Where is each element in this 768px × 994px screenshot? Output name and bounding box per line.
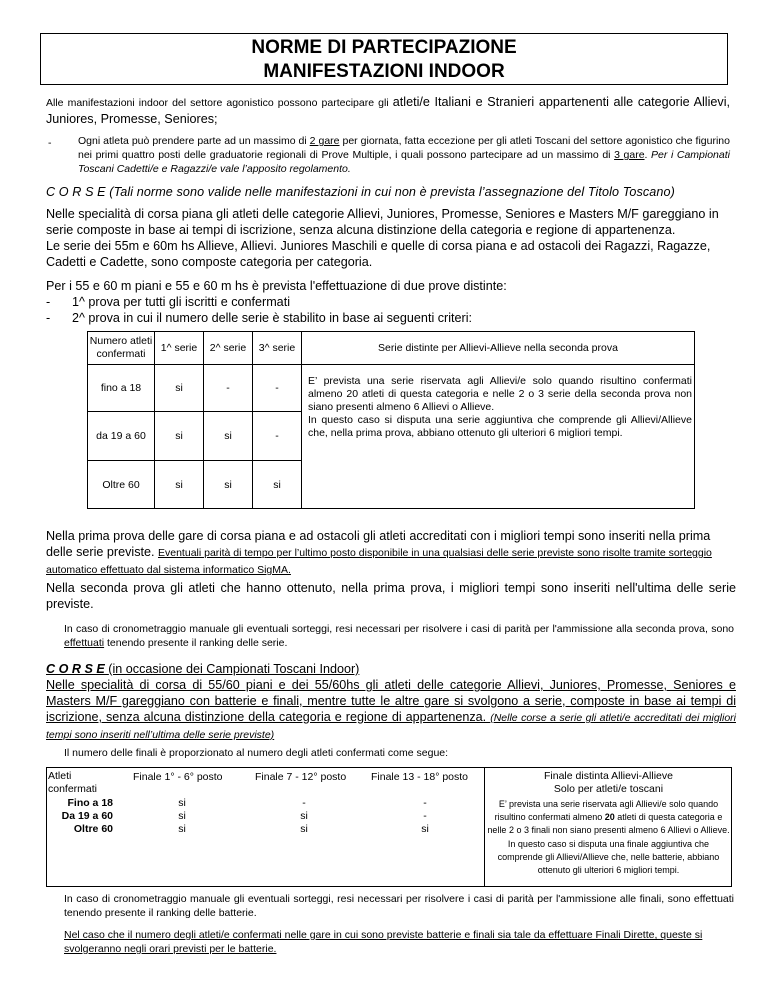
corse2-italic: (Nelle corse a serie gli atleti/e accreditati dei migliori tempi sono inseriti nell’ultima delle serie previste): [46, 712, 736, 741]
finali-table: [46, 767, 732, 887]
intro-text-b: atleti/e Italiani e Stranieri appartenenti alle categorie Allievi, Juniores, Promesse, Seniores;: [46, 95, 731, 126]
finali-col-3: [410, 797, 440, 836]
prima-prova-paragraph: [46, 528, 736, 578]
serie-cell: -: [253, 412, 302, 461]
finali-header-3: Finale 13 - 18° posto: [371, 771, 469, 783]
finali-cell: si: [300, 823, 308, 835]
intro-paragraph: [46, 94, 730, 127]
intro-text-a: Alle manifestazioni indoor del settore agonistico possono partecipare gli: [46, 97, 393, 109]
finali-header-1: Finale 1° - 6° posto: [133, 771, 223, 783]
bullet-text-1: Ogni atleta può prendere parte ad un massimo di: [78, 135, 310, 147]
serie-cell: si: [155, 365, 204, 412]
bullet-italic: Per i Campionati Toscani Cadetti/e e Ragazzi/e vale l’apposito regolamento.: [78, 149, 730, 175]
finali-note: [485, 798, 732, 877]
finali-cell: si: [421, 823, 429, 835]
bullet-text-3: .: [644, 149, 652, 161]
finali-note-bold: 20: [604, 812, 615, 823]
page-title: NORME DI PARTECIPAZIONE: [251, 37, 517, 58]
crono1-text-1: In caso di cronometraggio manuale gli eventuali sorteggi, resi necessari per risolvere i casi di parità per l'ammissione alla seconda prova, sono: [64, 623, 734, 635]
corse1-list-item-1: 1^ prova per tutti gli iscritti e confermati: [72, 295, 290, 309]
corse2-text: Nelle specialità di corsa di 55/60 piani e dei 55/60hs gli atleti delle categorie Allievi, Juniores, Promesse, Seniores e Masters M/F gareggiano con batterie e finali, mentre tutte le altre gare si svolgono a serie, composte in base ai tempi di iscrizione, senza alcuna distinzione della categoria e regione di appartenenza.: [46, 678, 736, 724]
title-box: [40, 33, 728, 85]
finali-cell: -: [302, 797, 306, 809]
finali-header-2: Finale 7 - 12° posto: [255, 771, 347, 783]
finali-row-label: Da 19 a 60: [61, 810, 113, 822]
serie-header-3: 3^ serie: [253, 332, 302, 365]
serie-note-2: In questo caso si disputa una serie aggiuntiva che comprende gli Allievi/Allieve che, nella prima prova, abbiano ottenuto gli ulteriori 6 migliori tempi.: [308, 414, 692, 439]
corse2-paragraph: [46, 661, 736, 743]
finali-note-column: [484, 768, 732, 886]
corse1-paragraph-3: Per i 55 e 60 m piani e 55 e 60 m hs è prevista l'effettuazione di due prove distinte:: [46, 279, 507, 293]
final-paragraph: [64, 928, 734, 956]
serie-cell: si: [253, 461, 302, 509]
corse1-list-item-2: 2^ prova in cui il numero delle serie è stabilito in base ai seguenti criteri:: [72, 311, 473, 325]
finali-row-label: Oltre 60: [73, 823, 113, 835]
serie-table: [87, 331, 695, 509]
finali-cell: -: [423, 797, 427, 809]
finali-cell: -: [423, 810, 427, 822]
corse1-list-dash-2: -: [46, 311, 51, 325]
seconda-prova-paragraph: Nella seconda prova gli atleti che hanno ottenuto, nella prima prova, i migliori tempi sono inseriti nell'ultima delle serie previste.: [46, 581, 736, 611]
corse-heading-1: C O R S E (Tali norme sono valide nelle manifestazioni in cui non è prevista l’assegnazione del Titolo Toscano): [46, 185, 675, 199]
crono1-text-2: tenendo presente il ranking delle serie.: [104, 637, 288, 649]
corse1-paragraph-1: Nelle specialità di corsa piana gli atleti delle categorie Allievi, Juniores, Promesse, Seniores e Masters M/F gareggiano in serie composte in base ai tempi di iscrizione, senza alcuna distinzione della categoria e regione di appartenenza.: [46, 207, 719, 237]
prima-prova-underlined: Eventuali parità di tempo per l’ultimo posto disponibile in una qualsiasi delle serie previste sono risolte tramite sorteggio automatico effettuato dal sistema informatico SigMA.: [46, 547, 712, 576]
serie-row-label: Oltre 60: [88, 461, 155, 509]
serie-row-label: fino a 18: [88, 365, 155, 412]
serie-note-cell: [302, 365, 695, 509]
serie-cell: -: [253, 365, 302, 412]
serie-note-1: E’ prevista una serie riservata agli Allievi/e solo quando risultino confermati almeno 20 atleti di questa categoria e nelle 2 o 3 serie della seconda prova non siano presenti almeno 6 Allievi o Allieve.: [308, 375, 692, 413]
serie-cell: si: [204, 412, 253, 461]
finali-header-allievi: Finale distinta Allievi-Allieve: [544, 770, 673, 782]
prima-prova-text: Nella prima prova delle gare di corsa piana e ad ostacoli gli atleti accreditati con i migliori tempi sono inseriti nella prima delle serie previste.: [46, 529, 711, 559]
finali-row-label: Fino a 18: [67, 797, 113, 809]
corse1-paragraph-2: Le serie dei 55m e 60m hs Allieve, Allievi. Juniores Maschili e quelle di corsa piana e ad ostacoli dei Ragazzi, Ragazze, Cadetti e Cadette, sono composte categoria per categoria.: [46, 239, 711, 269]
serie-cell: si: [204, 461, 253, 509]
finali-cell: si: [178, 810, 186, 822]
bullet-underline-2: 3 gare: [614, 149, 645, 161]
serie-header-allievi: Serie distinte per Allievi-Allieve nella seconda prova: [302, 332, 695, 365]
page-subtitle: MANIFESTAZIONI INDOOR: [263, 61, 505, 82]
serie-header-1: 1^ serie: [155, 332, 204, 365]
bullet-text-2: per giornata, fatta eccezione per gli atleti Toscani del settore agonistico che figurino nei primi quattro posti delle graduatorie regionali di Prove Multiple, i quali possono partecipare ad un massimo di: [78, 135, 730, 161]
finali-intro: Il numero delle finali è proporzionato al numero degli atleti confermati come segue:: [64, 747, 449, 759]
crono2-paragraph: In caso di cronometraggio manuale gli eventuali sorteggi, resi necessari per risolvere i casi di parità per l'ammissione alle finali, sono effettuati tenendo presente il ranking delle batterie.: [64, 893, 734, 919]
finali-note-a: E’ prevista una serie riservata agli Allievi/e solo quando risultino confermati almeno: [494, 799, 719, 823]
serie-cell: si: [155, 461, 204, 509]
bullet-underline-1: 2 gare: [309, 135, 340, 147]
crono1-paragraph: [64, 622, 734, 650]
finali-note-b: atleti di questa categoria e nelle 2 o 3 finali non siano presenti almeno 6 Allievi o Allieve.: [487, 812, 730, 836]
finali-cell: si: [178, 823, 186, 835]
finali-cell: si: [178, 797, 186, 809]
finali-cell: si: [300, 810, 308, 822]
serie-header-atleti: Numero atleti confermati: [88, 332, 155, 365]
final-paragraph-text: Nel caso che il numero degli atleti/e confermati nelle gare in cui sono previste batterie e finali sia tale da effettuare Finali Dirette, queste si svolgeranno negli orari previsti per le batterie.: [64, 929, 703, 955]
crono1-underlined: effettuati: [64, 637, 105, 649]
bullet-dash: -: [48, 137, 52, 149]
finali-col-1: [167, 797, 197, 836]
corse2-heading-rest: (in occasione dei Campionati Toscani Indoor): [108, 662, 360, 676]
corse2-heading-bold: C O R S E: [46, 662, 109, 676]
finali-note-c: In questo caso si disputa una finale aggiuntiva che comprende gli Allievi/Allieve che, nelle batterie, abbiano ottenuto gli ulteriori 6 migliori tempi.: [497, 838, 720, 876]
corse2-heading: [46, 662, 359, 676]
serie-header-2: 2^ serie: [204, 332, 253, 365]
corse1-list-dash-1: -: [46, 295, 51, 309]
finali-label-column: [47, 797, 113, 836]
serie-cell: si: [155, 412, 204, 461]
finali-header-toscani: Solo per atleti/e toscani: [553, 783, 664, 795]
serie-row-label: da 19 a 60: [88, 412, 155, 461]
finali-col-2: [289, 797, 319, 836]
serie-cell: -: [204, 365, 253, 412]
bullet-paragraph: [78, 134, 730, 176]
finali-header-atleti: Atleti confermati: [48, 770, 98, 795]
